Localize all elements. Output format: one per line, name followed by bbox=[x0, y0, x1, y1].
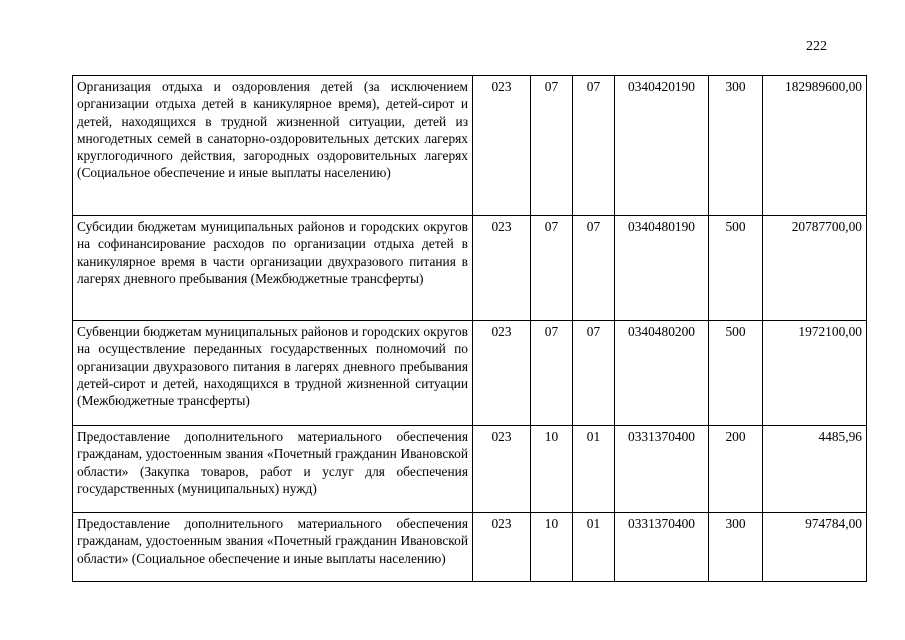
target-article-code: 0340480200 bbox=[615, 321, 709, 426]
target-article-code: 0340480190 bbox=[615, 216, 709, 321]
ministry-code: 023 bbox=[473, 321, 531, 426]
row-description: Организация отдыха и оздоровления детей (за исключением организации отдыха детей в каникулярное время), детей-сирот и детей, находящихся в трудной жизненной ситуации, детей из многодетных семей в санаторно-оздоровительных детских лагерях круглогодичного действия, загородных оздоровительных лагерях (Социальное обеспечение и иные выплаты населению) bbox=[73, 76, 473, 216]
section-code: 07 bbox=[531, 76, 573, 216]
amount: 974784,00 bbox=[763, 513, 867, 582]
amount: 4485,96 bbox=[763, 426, 867, 513]
row-description: Предоставление дополнительного материального обеспечения гражданам, удостоенным звания «Почетный гражданин Ивановской области» (Закупка товаров, работ и услуг для обеспечения государственных (муниципальных) нужд) bbox=[73, 426, 473, 513]
ministry-code: 023 bbox=[473, 513, 531, 582]
page-number: 222 bbox=[806, 39, 827, 54]
table-row bbox=[73, 216, 867, 321]
amount: 20787700,00 bbox=[763, 216, 867, 321]
ministry-code: 023 bbox=[473, 216, 531, 321]
section-code: 10 bbox=[531, 513, 573, 582]
table-row bbox=[73, 426, 867, 513]
section-code: 10 bbox=[531, 426, 573, 513]
subsection-code: 07 bbox=[573, 321, 615, 426]
table-row bbox=[73, 513, 867, 582]
subsection-code: 07 bbox=[573, 76, 615, 216]
row-description: Субвенции бюджетам муниципальных районов и городских округов на осуществление переданных государственных полномочий по организации двухразового питания в лагерях дневного пребывания детей-сирот и детей, находящихся в трудной жизненной ситуации (Межбюджетные трансферты) bbox=[73, 321, 473, 426]
row-description: Предоставление дополнительного материального обеспечения гражданам, удостоенным звания «Почетный гражданин Ивановской области» (Социальное обеспечение и иные выплаты населению) bbox=[73, 513, 473, 582]
expense-type-code: 500 bbox=[709, 321, 763, 426]
expense-type-code: 300 bbox=[709, 76, 763, 216]
expense-type-code: 200 bbox=[709, 426, 763, 513]
subsection-code: 01 bbox=[573, 513, 615, 582]
table-row bbox=[73, 321, 867, 426]
table-row bbox=[73, 76, 867, 216]
subsection-code: 07 bbox=[573, 216, 615, 321]
ministry-code: 023 bbox=[473, 426, 531, 513]
ministry-code: 023 bbox=[473, 76, 531, 216]
expense-type-code: 500 bbox=[709, 216, 763, 321]
target-article-code: 0331370400 bbox=[615, 426, 709, 513]
section-code: 07 bbox=[531, 216, 573, 321]
target-article-code: 0331370400 bbox=[615, 513, 709, 582]
row-description: Субсидии бюджетам муниципальных районов и городских округов на софинансирование расходов по организации отдыха детей в каникулярное время в части организации двухразового питания в лагерях дневного пребывания (Межбюджетные трансферты) bbox=[73, 216, 473, 321]
subsection-code: 01 bbox=[573, 426, 615, 513]
section-code: 07 bbox=[531, 321, 573, 426]
target-article-code: 0340420190 bbox=[615, 76, 709, 216]
expense-type-code: 300 bbox=[709, 513, 763, 582]
amount: 1972100,00 bbox=[763, 321, 867, 426]
amount: 182989600,00 bbox=[763, 76, 867, 216]
budget-allocation-table bbox=[72, 75, 867, 582]
